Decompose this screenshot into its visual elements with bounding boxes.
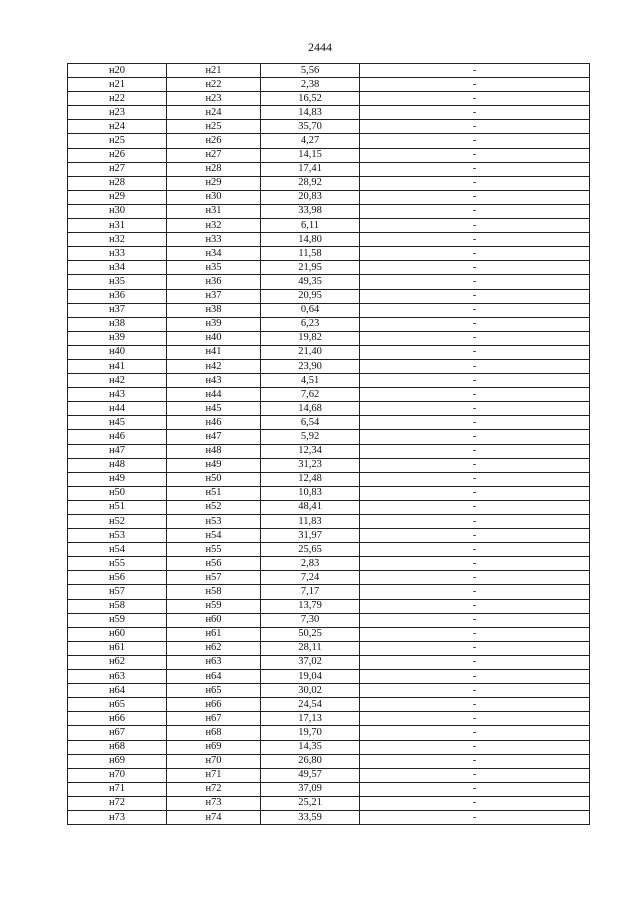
point-from-cell: н72 (68, 796, 167, 810)
note-cell: - (360, 359, 590, 373)
point-to-cell: н25 (167, 120, 261, 134)
point-from-cell: н22 (68, 92, 167, 106)
note-cell: - (360, 219, 590, 233)
distance-cell: 14,35 (261, 740, 360, 754)
distance-cell: 13,79 (261, 599, 360, 613)
point-from-cell: н55 (68, 557, 167, 571)
point-to-cell: н71 (167, 768, 261, 782)
point-to-cell: н53 (167, 515, 261, 529)
distance-cell: 19,04 (261, 670, 360, 684)
point-to-cell: н70 (167, 754, 261, 768)
note-cell: - (360, 670, 590, 684)
point-to-cell: н49 (167, 458, 261, 472)
point-from-cell: н47 (68, 444, 167, 458)
table-row (68, 261, 590, 275)
table-row (68, 655, 590, 669)
point-to-cell: н35 (167, 261, 261, 275)
point-to-cell: н44 (167, 388, 261, 402)
distance-cell: 4,51 (261, 374, 360, 388)
distance-cell: 20,83 (261, 190, 360, 204)
point-from-cell: н24 (68, 120, 167, 134)
table-row (68, 275, 590, 289)
table-row (68, 698, 590, 712)
note-cell: - (360, 247, 590, 261)
distance-cell: 49,57 (261, 768, 360, 782)
note-cell: - (360, 486, 590, 500)
note-cell: - (360, 585, 590, 599)
point-from-cell: н50 (68, 486, 167, 500)
table-row (68, 585, 590, 599)
note-cell: - (360, 557, 590, 571)
point-to-cell: н62 (167, 641, 261, 655)
point-from-cell: н63 (68, 670, 167, 684)
note-cell: - (360, 698, 590, 712)
distance-cell: 37,09 (261, 782, 360, 796)
distance-cell: 5,56 (261, 64, 360, 78)
distance-cell: 30,02 (261, 684, 360, 698)
point-to-cell: н57 (167, 571, 261, 585)
point-to-cell: н60 (167, 613, 261, 627)
point-from-cell: н57 (68, 585, 167, 599)
distance-cell: 37,02 (261, 655, 360, 669)
point-from-cell: н27 (68, 162, 167, 176)
distance-cell: 19,82 (261, 331, 360, 345)
point-to-cell: н24 (167, 106, 261, 120)
point-to-cell: н46 (167, 416, 261, 430)
table-row (68, 416, 590, 430)
note-cell: - (360, 148, 590, 162)
table-row (68, 204, 590, 218)
note-cell: - (360, 684, 590, 698)
point-from-cell: н23 (68, 106, 167, 120)
table-row (68, 106, 590, 120)
distance-cell: 12,34 (261, 444, 360, 458)
note-cell: - (360, 303, 590, 317)
note-cell: - (360, 64, 590, 78)
point-to-cell: н69 (167, 740, 261, 754)
note-cell: - (360, 782, 590, 796)
point-to-cell: н42 (167, 359, 261, 373)
table-row (68, 754, 590, 768)
distance-cell: 28,92 (261, 176, 360, 190)
point-to-cell: н58 (167, 585, 261, 599)
table-row (68, 303, 590, 317)
table-row (68, 359, 590, 373)
point-from-cell: н43 (68, 388, 167, 402)
table-row (68, 782, 590, 796)
table-row (68, 64, 590, 78)
table-row (68, 219, 590, 233)
distance-cell: 0,64 (261, 303, 360, 317)
point-from-cell: н52 (68, 515, 167, 529)
point-to-cell: н63 (167, 655, 261, 669)
distance-cell: 25,65 (261, 543, 360, 557)
table-row (68, 740, 590, 754)
distance-cell: 14,68 (261, 402, 360, 416)
table-row (68, 345, 590, 359)
point-to-cell: н64 (167, 670, 261, 684)
point-to-cell: н30 (167, 190, 261, 204)
note-cell: - (360, 233, 590, 247)
note-cell: - (360, 613, 590, 627)
note-cell: - (360, 430, 590, 444)
table-row (68, 627, 590, 641)
distance-cell: 17,41 (261, 162, 360, 176)
distance-cell: 7,30 (261, 613, 360, 627)
point-to-cell: н23 (167, 92, 261, 106)
table-row (68, 134, 590, 148)
point-from-cell: н48 (68, 458, 167, 472)
point-to-cell: н21 (167, 64, 261, 78)
table-row (68, 402, 590, 416)
distance-cell: 48,41 (261, 500, 360, 514)
distance-cell: 21,95 (261, 261, 360, 275)
distance-cell: 7,62 (261, 388, 360, 402)
point-to-cell: н52 (167, 500, 261, 514)
point-from-cell: н25 (68, 134, 167, 148)
table-row (68, 670, 590, 684)
table-row (68, 599, 590, 613)
note-cell: - (360, 317, 590, 331)
distance-cell: 28,11 (261, 641, 360, 655)
note-cell: - (360, 472, 590, 486)
point-to-cell: н48 (167, 444, 261, 458)
point-from-cell: н65 (68, 698, 167, 712)
point-to-cell: н41 (167, 345, 261, 359)
point-to-cell: н45 (167, 402, 261, 416)
table-row (68, 796, 590, 810)
distance-cell: 6,54 (261, 416, 360, 430)
distance-cell: 2,38 (261, 78, 360, 92)
point-to-cell: н22 (167, 78, 261, 92)
point-to-cell: н73 (167, 796, 261, 810)
point-from-cell: н33 (68, 247, 167, 261)
point-from-cell: н62 (68, 655, 167, 669)
note-cell: - (360, 712, 590, 726)
note-cell: - (360, 331, 590, 345)
note-cell: - (360, 78, 590, 92)
distance-cell: 7,17 (261, 585, 360, 599)
table-row (68, 92, 590, 106)
point-from-cell: н37 (68, 303, 167, 317)
point-from-cell: н29 (68, 190, 167, 204)
note-cell: - (360, 768, 590, 782)
note-cell: - (360, 345, 590, 359)
note-cell: - (360, 458, 590, 472)
table-row (68, 500, 590, 514)
point-from-cell: н71 (68, 782, 167, 796)
note-cell: - (360, 599, 590, 613)
note-cell: - (360, 402, 590, 416)
table-row (68, 374, 590, 388)
point-from-cell: н53 (68, 529, 167, 543)
distance-cell: 11,58 (261, 247, 360, 261)
distance-cell: 26,80 (261, 754, 360, 768)
point-to-cell: н38 (167, 303, 261, 317)
point-from-cell: н60 (68, 627, 167, 641)
distance-cell: 14,83 (261, 106, 360, 120)
table-row (68, 148, 590, 162)
point-from-cell: н70 (68, 768, 167, 782)
distance-cell: 31,23 (261, 458, 360, 472)
point-to-cell: н59 (167, 599, 261, 613)
note-cell: - (360, 571, 590, 585)
distance-cell: 50,25 (261, 627, 360, 641)
point-from-cell: н46 (68, 430, 167, 444)
point-to-cell: н54 (167, 529, 261, 543)
distance-cell: 23,90 (261, 359, 360, 373)
point-to-cell: н43 (167, 374, 261, 388)
table-row (68, 641, 590, 655)
point-from-cell: н54 (68, 543, 167, 557)
table-row (68, 176, 590, 190)
table-row (68, 712, 590, 726)
point-to-cell: н31 (167, 204, 261, 218)
point-from-cell: н66 (68, 712, 167, 726)
distance-cell: 6,11 (261, 219, 360, 233)
note-cell: - (360, 726, 590, 740)
distance-cell: 20,95 (261, 289, 360, 303)
note-cell: - (360, 106, 590, 120)
distance-cell: 5,92 (261, 430, 360, 444)
distance-cell: 11,83 (261, 515, 360, 529)
point-from-cell: н31 (68, 219, 167, 233)
note-cell: - (360, 261, 590, 275)
distance-cell: 2,83 (261, 557, 360, 571)
point-from-cell: н58 (68, 599, 167, 613)
table-row (68, 388, 590, 402)
table-row (68, 557, 590, 571)
point-from-cell: н26 (68, 148, 167, 162)
point-to-cell: н51 (167, 486, 261, 500)
table-row (68, 571, 590, 585)
point-from-cell: н51 (68, 500, 167, 514)
point-to-cell: н72 (167, 782, 261, 796)
table-row (68, 289, 590, 303)
coordinates-table (67, 63, 590, 825)
note-cell: - (360, 120, 590, 134)
point-from-cell: н21 (68, 78, 167, 92)
point-to-cell: н55 (167, 543, 261, 557)
point-to-cell: н67 (167, 712, 261, 726)
note-cell: - (360, 796, 590, 810)
distance-cell: 14,80 (261, 233, 360, 247)
table-row (68, 543, 590, 557)
distance-cell: 31,97 (261, 529, 360, 543)
distance-cell: 10,83 (261, 486, 360, 500)
distance-cell: 35,70 (261, 120, 360, 134)
page-number: 2444 (308, 40, 332, 54)
table-row (68, 726, 590, 740)
point-from-cell: н20 (68, 64, 167, 78)
distance-cell: 24,54 (261, 698, 360, 712)
point-to-cell: н32 (167, 219, 261, 233)
note-cell: - (360, 190, 590, 204)
table-row (68, 78, 590, 92)
table-row (68, 768, 590, 782)
distance-cell: 14,15 (261, 148, 360, 162)
point-to-cell: н50 (167, 472, 261, 486)
note-cell: - (360, 655, 590, 669)
table-row (68, 810, 590, 824)
distance-cell: 33,98 (261, 204, 360, 218)
point-from-cell: н64 (68, 684, 167, 698)
note-cell: - (360, 810, 590, 824)
distance-cell: 49,35 (261, 275, 360, 289)
point-to-cell: н27 (167, 148, 261, 162)
distance-cell: 16,52 (261, 92, 360, 106)
note-cell: - (360, 444, 590, 458)
distance-cell: 21,40 (261, 345, 360, 359)
distance-cell: 25,21 (261, 796, 360, 810)
point-from-cell: н36 (68, 289, 167, 303)
table-row (68, 515, 590, 529)
table-row (68, 613, 590, 627)
point-to-cell: н56 (167, 557, 261, 571)
point-to-cell: н40 (167, 331, 261, 345)
point-to-cell: н34 (167, 247, 261, 261)
point-to-cell: н66 (167, 698, 261, 712)
table-row (68, 331, 590, 345)
point-from-cell: н44 (68, 402, 167, 416)
point-to-cell: н36 (167, 275, 261, 289)
point-from-cell: н28 (68, 176, 167, 190)
note-cell: - (360, 754, 590, 768)
table-row (68, 458, 590, 472)
table-row (68, 444, 590, 458)
table-row (68, 529, 590, 543)
table-row (68, 247, 590, 261)
note-cell: - (360, 92, 590, 106)
point-from-cell: н40 (68, 345, 167, 359)
point-from-cell: н56 (68, 571, 167, 585)
distance-cell: 17,13 (261, 712, 360, 726)
table-row (68, 233, 590, 247)
point-from-cell: н35 (68, 275, 167, 289)
note-cell: - (360, 641, 590, 655)
note-cell: - (360, 515, 590, 529)
table-row (68, 684, 590, 698)
distance-cell: 6,23 (261, 317, 360, 331)
note-cell: - (360, 134, 590, 148)
distance-cell: 12,48 (261, 472, 360, 486)
point-from-cell: н30 (68, 204, 167, 218)
point-from-cell: н39 (68, 331, 167, 345)
point-from-cell: н68 (68, 740, 167, 754)
table-body (68, 64, 590, 825)
note-cell: - (360, 416, 590, 430)
note-cell: - (360, 374, 590, 388)
point-to-cell: н39 (167, 317, 261, 331)
distance-cell: 19,70 (261, 726, 360, 740)
point-from-cell: н45 (68, 416, 167, 430)
point-to-cell: н37 (167, 289, 261, 303)
note-cell: - (360, 627, 590, 641)
point-from-cell: н61 (68, 641, 167, 655)
table-row (68, 162, 590, 176)
note-cell: - (360, 289, 590, 303)
note-cell: - (360, 204, 590, 218)
point-to-cell: н47 (167, 430, 261, 444)
distance-cell: 7,24 (261, 571, 360, 585)
note-cell: - (360, 388, 590, 402)
point-to-cell: н26 (167, 134, 261, 148)
table-row (68, 430, 590, 444)
table-row (68, 190, 590, 204)
point-from-cell: н38 (68, 317, 167, 331)
point-to-cell: н65 (167, 684, 261, 698)
table-row (68, 486, 590, 500)
point-to-cell: н28 (167, 162, 261, 176)
point-to-cell: н68 (167, 726, 261, 740)
table-row (68, 472, 590, 486)
point-to-cell: н29 (167, 176, 261, 190)
point-to-cell: н33 (167, 233, 261, 247)
table-row (68, 317, 590, 331)
point-to-cell: н74 (167, 810, 261, 824)
point-from-cell: н67 (68, 726, 167, 740)
point-to-cell: н61 (167, 627, 261, 641)
point-from-cell: н41 (68, 359, 167, 373)
point-from-cell: н32 (68, 233, 167, 247)
point-from-cell: н49 (68, 472, 167, 486)
note-cell: - (360, 543, 590, 557)
point-from-cell: н73 (68, 810, 167, 824)
table-row (68, 120, 590, 134)
note-cell: - (360, 176, 590, 190)
point-from-cell: н69 (68, 754, 167, 768)
point-from-cell: н34 (68, 261, 167, 275)
distance-cell: 4,27 (261, 134, 360, 148)
distance-cell: 33,59 (261, 810, 360, 824)
note-cell: - (360, 740, 590, 754)
point-from-cell: н59 (68, 613, 167, 627)
point-from-cell: н42 (68, 374, 167, 388)
note-cell: - (360, 500, 590, 514)
note-cell: - (360, 529, 590, 543)
note-cell: - (360, 162, 590, 176)
note-cell: - (360, 275, 590, 289)
